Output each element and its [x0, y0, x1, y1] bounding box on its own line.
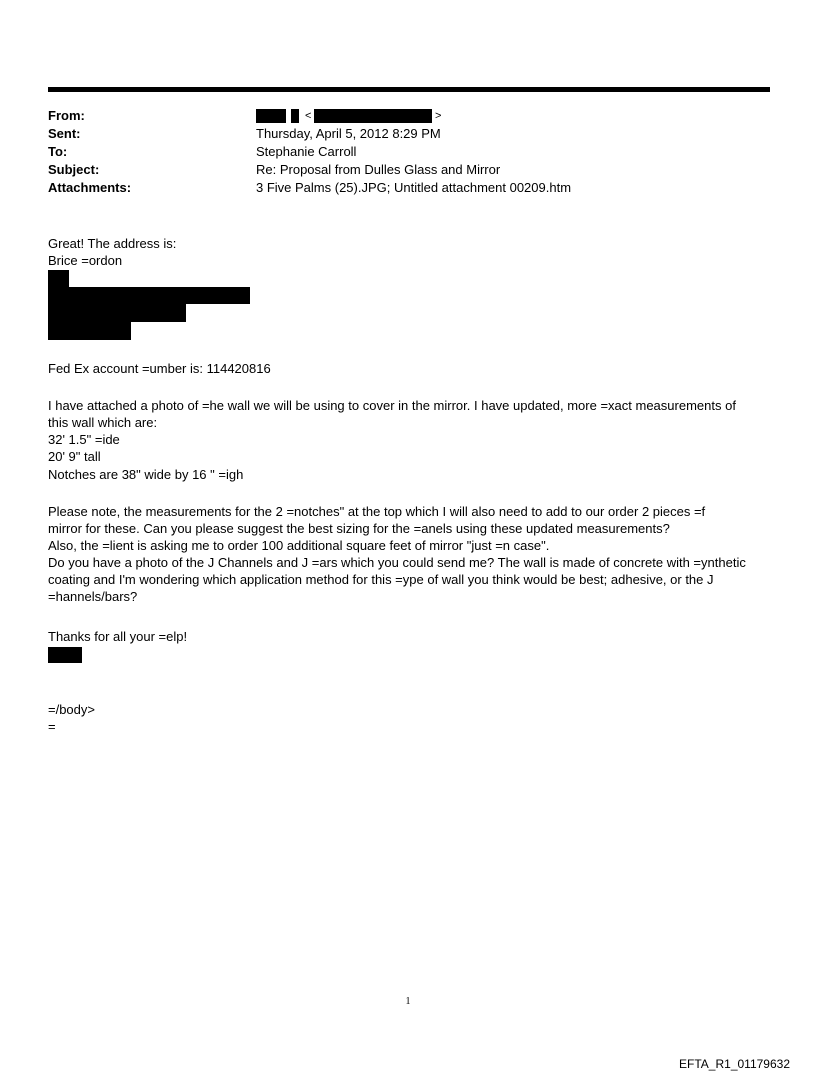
measurement-height: 20' 9" tall: [48, 449, 101, 464]
paragraph2-line3: Also, the =lient is asking me to order 100 additional square feet of mirror "just =n case".: [48, 538, 550, 553]
from-label: From:: [48, 108, 85, 123]
attachments-label: Attachments:: [48, 180, 132, 195]
redaction-signature: [48, 647, 82, 663]
greeting-line: Great! The address is:: [48, 236, 177, 251]
to-value: Stephanie Carroll: [256, 144, 357, 159]
measurement-notches: Notches are 38" wide by 16 " =igh: [48, 467, 244, 482]
paragraph2-line1: Please note, the measurements for the 2 =notches" at the top which I will also need to add to our order 2 pieces =f: [48, 504, 706, 519]
end-body-tag: =/body>: [48, 702, 95, 717]
page-number: 1: [405, 996, 411, 1007]
sent-label: Sent:: [48, 126, 81, 141]
bates-number: EFTA_R1_01179632: [679, 1057, 790, 1071]
end-equals: =: [48, 719, 56, 734]
redaction-address-3: [48, 304, 186, 322]
paragraph1-line2: this wall which are:: [48, 415, 158, 430]
measurement-width: 32' 1.5" =ide: [48, 432, 120, 447]
to-label: To:: [48, 144, 68, 159]
attachments-value: 3 Five Palms (25).JPG; Untitled attachment 00209.htm: [256, 180, 572, 195]
subject-value: Re: Proposal from Dulles Glass and Mirror: [256, 162, 501, 177]
name-line: Brice =ordon: [48, 253, 123, 268]
from-close-bracket: >: [435, 110, 442, 122]
paragraph2-line4: Do you have a photo of the J Channels and J =ars which you could send me? The wall is made of concrete with =ynthetic: [48, 555, 746, 570]
sent-value: Thursday, April 5, 2012 8:29 PM: [256, 126, 441, 141]
redaction-address-4: [48, 322, 131, 340]
redaction-address-2: [48, 287, 250, 304]
paragraph1-line1: I have attached a photo of =he wall we will be using to cover in the mirror. I have updated, more =xact measurements of: [48, 398, 736, 413]
from-open-bracket: <: [305, 110, 312, 122]
redaction-from-name-1: [256, 109, 286, 123]
fedex-line: Fed Ex account =umber is: 114420816: [48, 361, 271, 376]
paragraph2-line5: coating and I'm wondering which application method for this =ype of wall you think would be best; adhesive, or the J: [48, 572, 714, 587]
redaction-from-email: [314, 109, 432, 123]
paragraph2-line2: mirror for these. Can you please suggest the best sizing for the =anels using these updated measurements?: [48, 521, 670, 536]
header-rule: [48, 87, 770, 92]
thanks-line: Thanks for all your =elp!: [48, 629, 188, 644]
paragraph2-line6: =hannels/bars?: [48, 589, 138, 604]
redaction-address-1: [48, 270, 69, 287]
subject-label: Subject:: [48, 162, 100, 177]
redaction-from-name-2: [291, 109, 299, 123]
